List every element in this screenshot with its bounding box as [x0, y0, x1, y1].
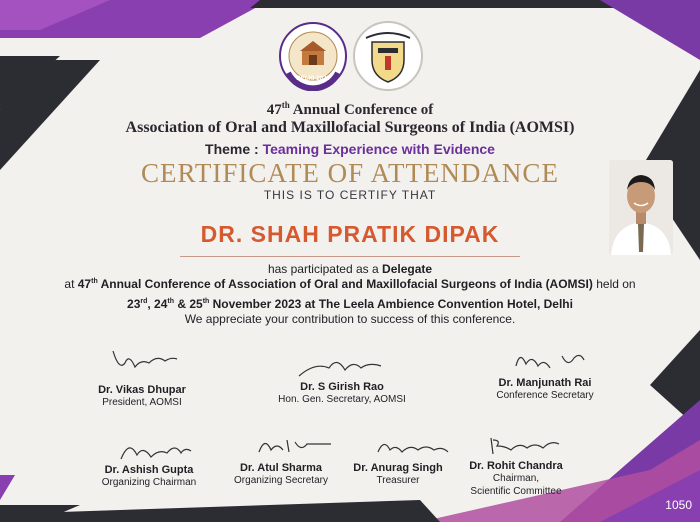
signatory-role: Organizing Secretary — [234, 475, 328, 486]
signatory-sharma — [216, 462, 346, 487]
conference-number-line — [0, 100, 700, 119]
body-text: Annual Conference of Association of Oral and Maxillofacial Surgeons of India (AOMSI) — [100, 277, 593, 291]
certificate-title: CERTIFICATE OF ATTENDANCE — [141, 158, 559, 188]
signature-mark-chandra — [485, 432, 565, 458]
signatory-singh — [333, 462, 463, 487]
conference-title: Annual Conference of — [292, 102, 434, 118]
signature-mark-rao — [295, 352, 385, 382]
signatory-chandra — [451, 460, 581, 498]
signatory-name: Dr. Anurag Singh — [353, 462, 443, 474]
signature-mark-singh — [372, 434, 452, 460]
dates-rest: November 2023 at The Leela Ambience Convention Hotel, Delhi — [212, 297, 573, 311]
date-23: 23 — [127, 297, 141, 311]
aomsi-emblem — [352, 20, 424, 92]
signatory-name: Dr. Ashish Gupta — [104, 464, 194, 476]
dates-line — [0, 297, 700, 311]
signatory-name: Dr. Vikas Dhupar — [98, 384, 186, 396]
body-number-suffix: th — [91, 278, 98, 285]
signatory-rao — [262, 381, 422, 406]
date-24-suffix: th — [167, 298, 174, 305]
participant-role: Delegate — [382, 262, 433, 276]
theme-label: Theme : — [205, 141, 259, 157]
appreciation-line: We appreciate your contribution to success of this conference. — [184, 312, 516, 326]
signatory-role: Organizing Chairman — [101, 477, 197, 488]
association-name: Association of Oral and Maxillofacial Surgeons of India (AOMSI) — [125, 119, 575, 136]
date-23-suffix: rd — [140, 298, 148, 305]
signatory-role-line2: Scientific Committee — [470, 486, 562, 497]
certify-intro: THIS IS TO CERTIFY THAT — [263, 188, 437, 202]
name-underline — [180, 256, 520, 257]
certificate-number: 1050 — [665, 498, 692, 512]
signatory-role: President, AOMSI — [102, 397, 182, 408]
signatory-role: Chairman, — [492, 473, 540, 484]
date-25-suffix: th — [202, 298, 210, 305]
signatory-name: Dr. Atul Sharma — [239, 462, 323, 474]
recipient-name: DR. SHAH PRATIK DIPAK — [200, 221, 500, 247]
conference-number: 47 — [266, 102, 282, 118]
signature-mark-rai — [510, 346, 590, 376]
logo-city: DELHI-2023 — [296, 76, 330, 82]
body-number: 47 — [77, 277, 92, 291]
conference-number-suffix: th — [281, 100, 290, 110]
signatory-role: Hon. Gen. Secretary, AOMSI — [278, 394, 406, 405]
participation-prefix: has participated as a — [267, 262, 379, 276]
recipient-photo — [609, 160, 673, 255]
signatory-gupta — [84, 464, 214, 489]
signature-mark-dhupar — [105, 345, 185, 375]
theme-line — [0, 141, 700, 157]
body-suffix: held on — [596, 277, 636, 291]
participation-line — [0, 262, 700, 276]
signatory-name: Dr. Rohit Chandra — [469, 460, 563, 472]
body-prefix: at — [64, 277, 75, 291]
signatory-role: Conference Secretary — [496, 390, 594, 401]
signatory-role: Treasurer — [376, 475, 420, 486]
signatory-rai — [480, 377, 610, 402]
signature-mark-gupta — [115, 435, 195, 463]
date-24: , 24 — [147, 297, 168, 311]
date-25: & 25 — [174, 297, 203, 311]
signature-mark-sharma — [255, 432, 335, 458]
signatory-name: Dr. S Girish Rao — [300, 381, 384, 393]
signatory-dhupar — [77, 384, 207, 409]
theme-value: Teaming Experience with Evidence — [262, 141, 495, 157]
signatory-name: Dr. Manjunath Rai — [498, 377, 592, 389]
conference-logo — [278, 21, 348, 91]
conference-line — [0, 277, 700, 291]
